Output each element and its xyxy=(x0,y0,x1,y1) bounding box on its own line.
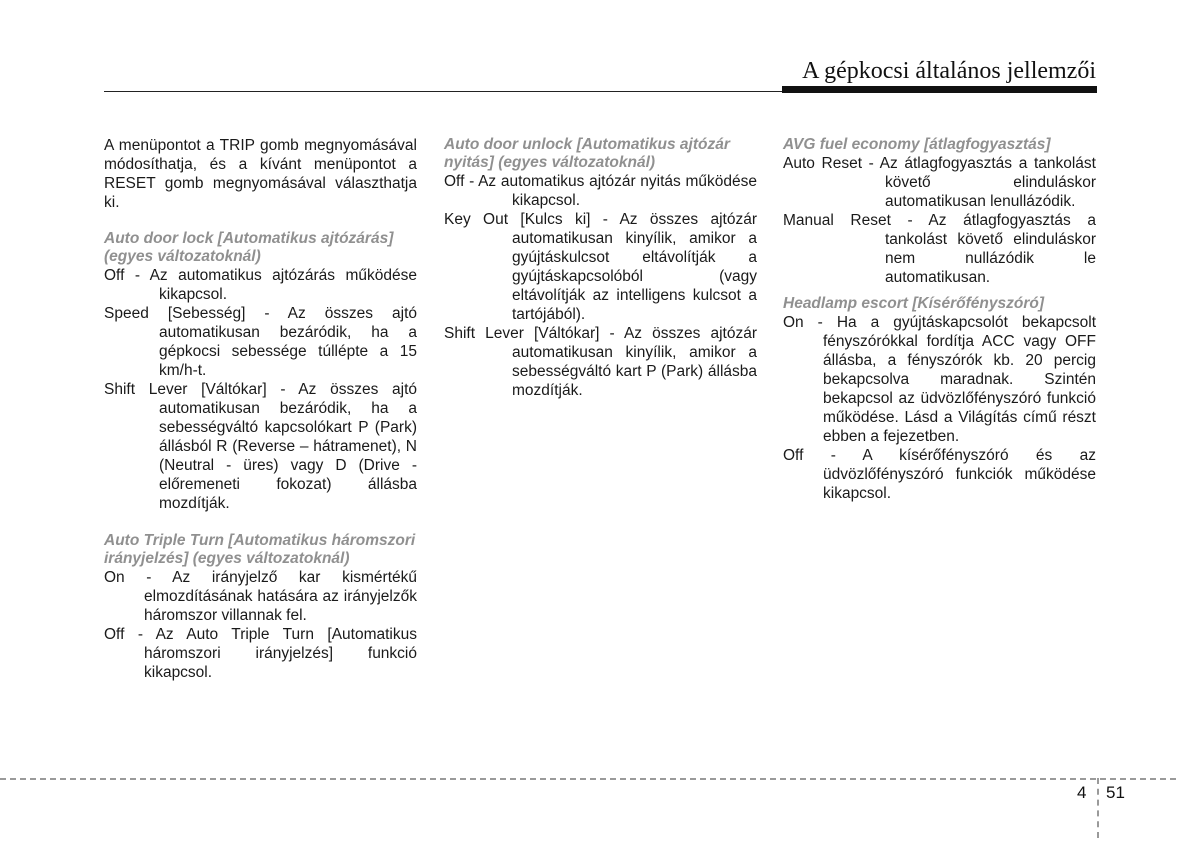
column-middle xyxy=(444,136,757,400)
option-shift-lever: Shift Lever [Váltókar] - Az összes ajtó automatikusan bezáródik, ha a sebességváltó kapcsolókart P (Park) állásból R (Reverse – hátramenet), N (Neutral - üres) vagy D (Drive - előremeneti fokozat) állásba mozdítják. xyxy=(104,381,417,512)
option-off: Off - A kísérőfényszóró és az üdvözlőfényszóró funkciók működése kikapcsol. xyxy=(783,447,1096,502)
chapter-number: 4 xyxy=(1077,783,1087,802)
option-on: On - Az irányjelző kar kismértékű elmozdításának hatására az irányjelzők háromszor villannak fel. xyxy=(104,569,417,624)
section-heading-auto-door-unlock: Auto door unlock [Automatikus ajtózár nyitás] (egyes változatoknál) xyxy=(444,136,730,171)
section-heading-avg-fuel: AVG fuel economy [átlagfogyasztás] xyxy=(783,136,1051,153)
header-rule xyxy=(104,91,784,92)
option-manual-reset: Manual Reset - Az átlagfogyasztás a tankolást követő elinduláskor nem nullázódik le automatikusan. xyxy=(783,212,1096,286)
option-off: Off - Az automatikus ajtózárás működése kikapcsol. xyxy=(104,267,417,303)
page-number: 51 xyxy=(1106,783,1125,802)
page-number-separator xyxy=(1097,778,1099,838)
option-speed: Speed [Sebesség] - Az összes ajtó automatikusan bezáródik, ha a gépkocsi sebessége túllépte a 15 km/h-t. xyxy=(104,305,417,379)
option-key-out: Key Out [Kulcs ki] - Az összes ajtózár automatikusan kinyílik, amikor a gyújtáskulcsot eltávolítják a gyújtáskapcsolóból (vagy eltávolítják az intelligens kulcsot a tartójából). xyxy=(444,211,757,323)
column-left xyxy=(104,136,417,682)
option-off: Off - Az Auto Triple Turn [Automatikus háromszori irányjelzés] funkció kikapcsol. xyxy=(104,626,417,681)
header-rule-accent xyxy=(782,86,1097,93)
section-heading-auto-triple-turn: Auto Triple Turn [Automatikus háromszori irányjelzés] (egyes változatoknál) xyxy=(104,532,416,567)
option-off: Off - Az automatikus ajtózár nyitás működése kikapcsol. xyxy=(444,173,757,209)
option-shift-lever: Shift Lever [Váltókar] - Az összes ajtózár automatikusan kinyílik, amikor a sebességváltó kart P (Park) állásba mozdítják. xyxy=(444,325,757,399)
section-heading-headlamp-escort: Headlamp escort [Kísérőfényszóró] xyxy=(783,295,1044,312)
section-heading-auto-door-lock: Auto door lock [Automatikus ajtózárás] (egyes változatoknál) xyxy=(104,230,394,265)
column-right xyxy=(783,136,1096,503)
intro-paragraph: A menüpontot a TRIP gomb megnyomásával módosíthatja, és a kívánt menüpontot a RESET gomb megnyomásával választhatja ki. xyxy=(104,137,417,211)
footer-dashed-rule xyxy=(0,778,1176,780)
page-header-title: A gépkocsi általános jellemzői xyxy=(802,58,1096,84)
option-auto-reset: Auto Reset - Az átlagfogyasztás a tankolást követő elinduláskor automatikusan lenullázódik. xyxy=(783,155,1096,210)
option-on: On - Ha a gyújtáskapcsolót bekapcsolt fényszórókkal fordítja ACC vagy OFF állásba, a fényszórók kb. 20 percig bekapcsolva maradnak. Szintén bekapcsol az üdvözlőfényszóró funkció működése. Lásd a Világítás című részt ebben a fejezetben. xyxy=(783,314,1096,445)
